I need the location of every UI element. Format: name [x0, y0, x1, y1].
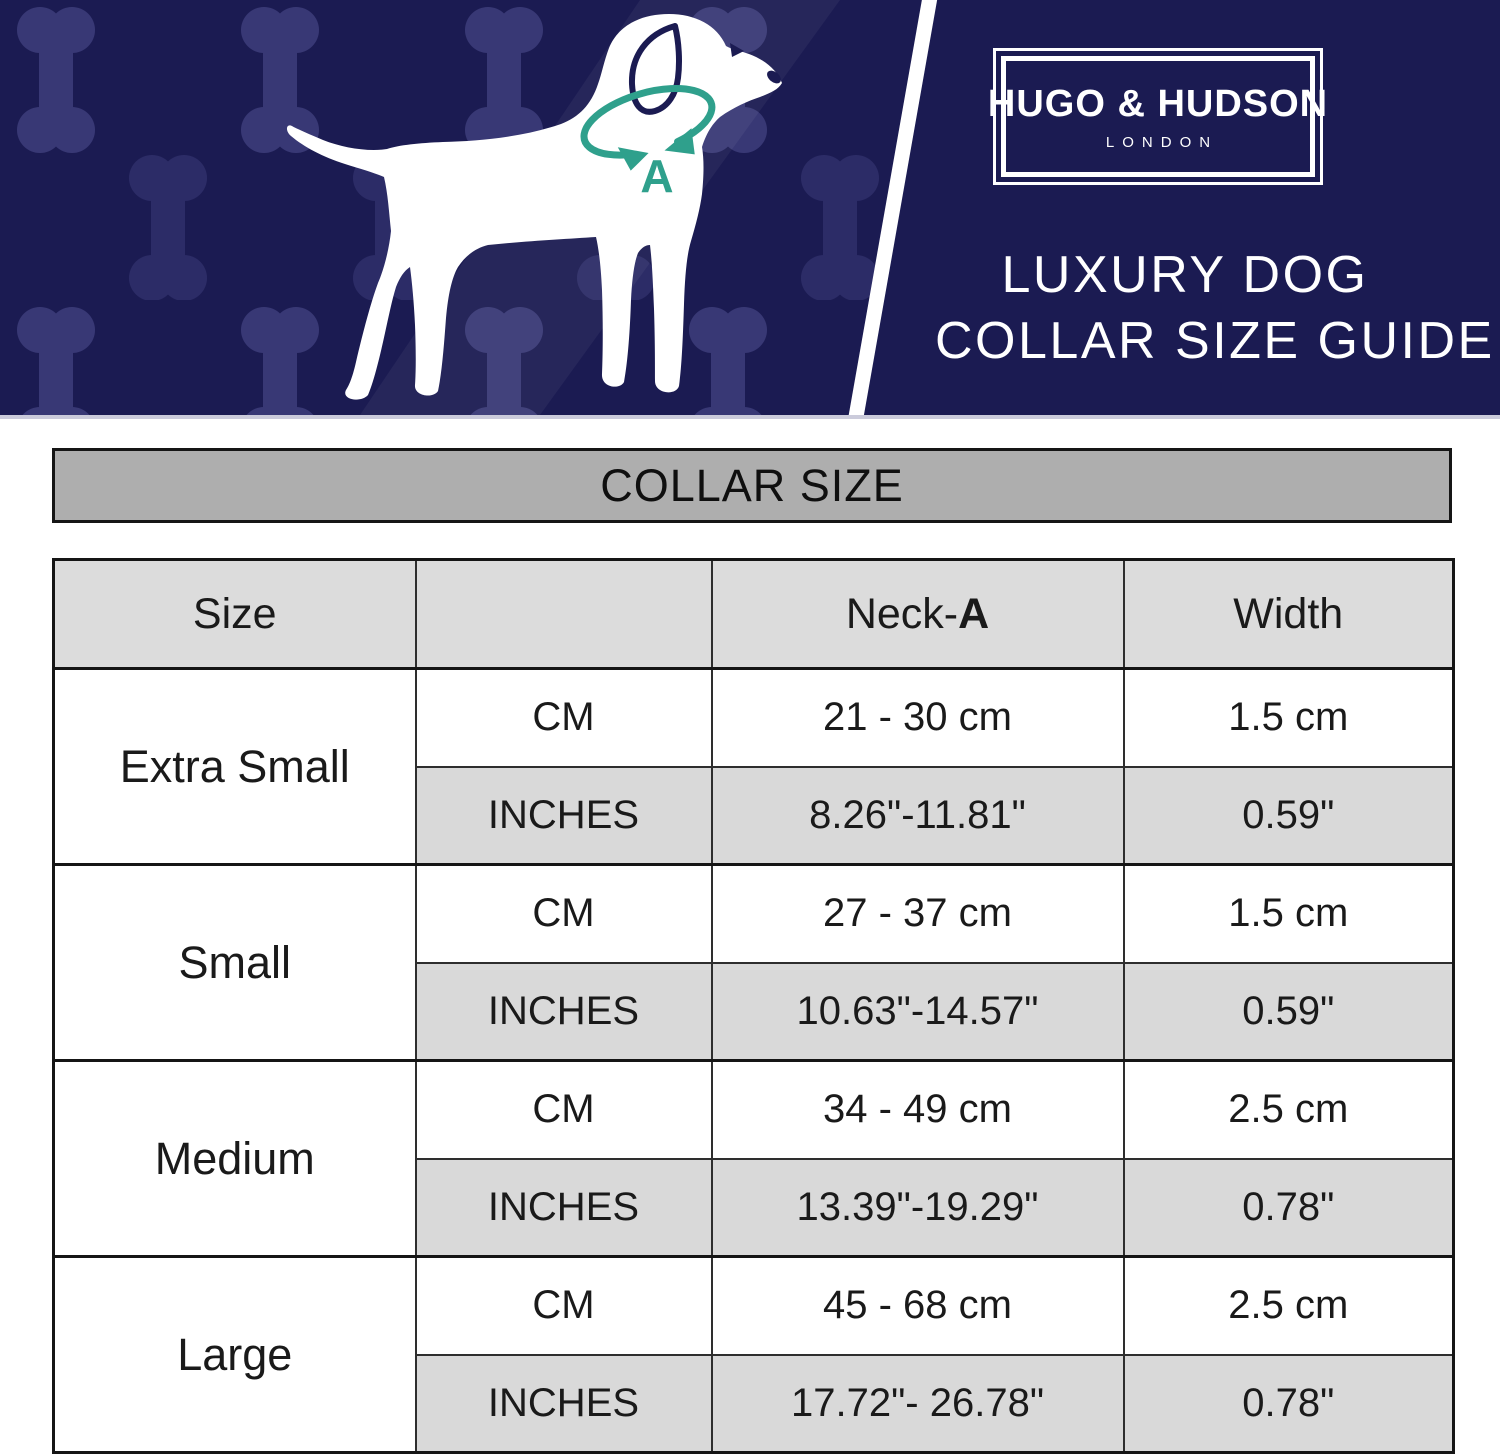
- table-row: [54, 669, 1454, 767]
- neck-header-prefix: Neck-: [845, 589, 959, 638]
- width-value-cell: 1.5 cm: [1124, 669, 1454, 767]
- size-name-cell: Medium: [54, 1061, 416, 1257]
- hero-bottom-edge: [0, 415, 1500, 419]
- neck-value-cell: 17.72"- 26.78": [712, 1355, 1124, 1453]
- brand-name: HUGO & HUDSON: [987, 82, 1329, 125]
- col-header-size: Size: [54, 560, 416, 669]
- unit-cell: INCHES: [416, 963, 712, 1061]
- brand-logo: [987, 48, 1329, 185]
- width-value-cell: 0.59": [1124, 767, 1454, 865]
- neck-value-cell: 10.63"-14.57": [712, 963, 1124, 1061]
- neck-header-a: A: [958, 589, 990, 638]
- unit-cell: INCHES: [416, 1355, 712, 1453]
- neck-value-cell: 8.26"-11.81": [712, 767, 1124, 865]
- neck-value-cell: 34 - 49 cm: [712, 1061, 1124, 1159]
- unit-cell: CM: [416, 1257, 712, 1355]
- banner-label: COLLAR SIZE: [600, 459, 904, 511]
- neck-value-cell: 45 - 68 cm: [712, 1257, 1124, 1355]
- width-value-cell: 2.5 cm: [1124, 1061, 1454, 1159]
- width-value-cell: 0.78": [1124, 1159, 1454, 1257]
- unit-cell: CM: [416, 1061, 712, 1159]
- size-name-cell: Extra Small: [54, 669, 416, 865]
- unit-cell: CM: [416, 865, 712, 963]
- neck-value-cell: 27 - 37 cm: [712, 865, 1124, 963]
- width-value-cell: 0.78": [1124, 1355, 1454, 1453]
- width-value-cell: 0.59": [1124, 963, 1454, 1061]
- col-header-unit: [416, 560, 712, 669]
- neck-value-cell: 21 - 30 cm: [712, 669, 1124, 767]
- size-name-cell: Large: [54, 1257, 416, 1453]
- col-header-neck: [712, 560, 1124, 669]
- unit-cell: CM: [416, 669, 712, 767]
- table-header-row: [54, 560, 1454, 669]
- table-row: [54, 1257, 1454, 1355]
- col-header-width: Width: [1124, 560, 1454, 669]
- size-table: [52, 558, 1455, 1454]
- table-row: [54, 865, 1454, 963]
- brand-city: LONDON: [1105, 133, 1219, 151]
- collar-guide-title: [935, 243, 1495, 374]
- title-line-2: COLLAR SIZE GUIDE: [935, 311, 1495, 370]
- measure-label-a: A: [640, 150, 674, 202]
- title-line-1: LUXURY DOG: [1001, 246, 1369, 304]
- size-name-cell: Small: [54, 865, 416, 1061]
- hero-section: [0, 0, 1500, 415]
- collar-size-banner: [52, 448, 1452, 523]
- unit-cell: INCHES: [416, 767, 712, 865]
- table-row: [54, 1061, 1454, 1159]
- neck-value-cell: 13.39"-19.29": [712, 1159, 1124, 1257]
- width-value-cell: 1.5 cm: [1124, 865, 1454, 963]
- unit-cell: INCHES: [416, 1159, 712, 1257]
- width-value-cell: 2.5 cm: [1124, 1257, 1454, 1355]
- brand-logo-inner-frame: [987, 56, 1329, 177]
